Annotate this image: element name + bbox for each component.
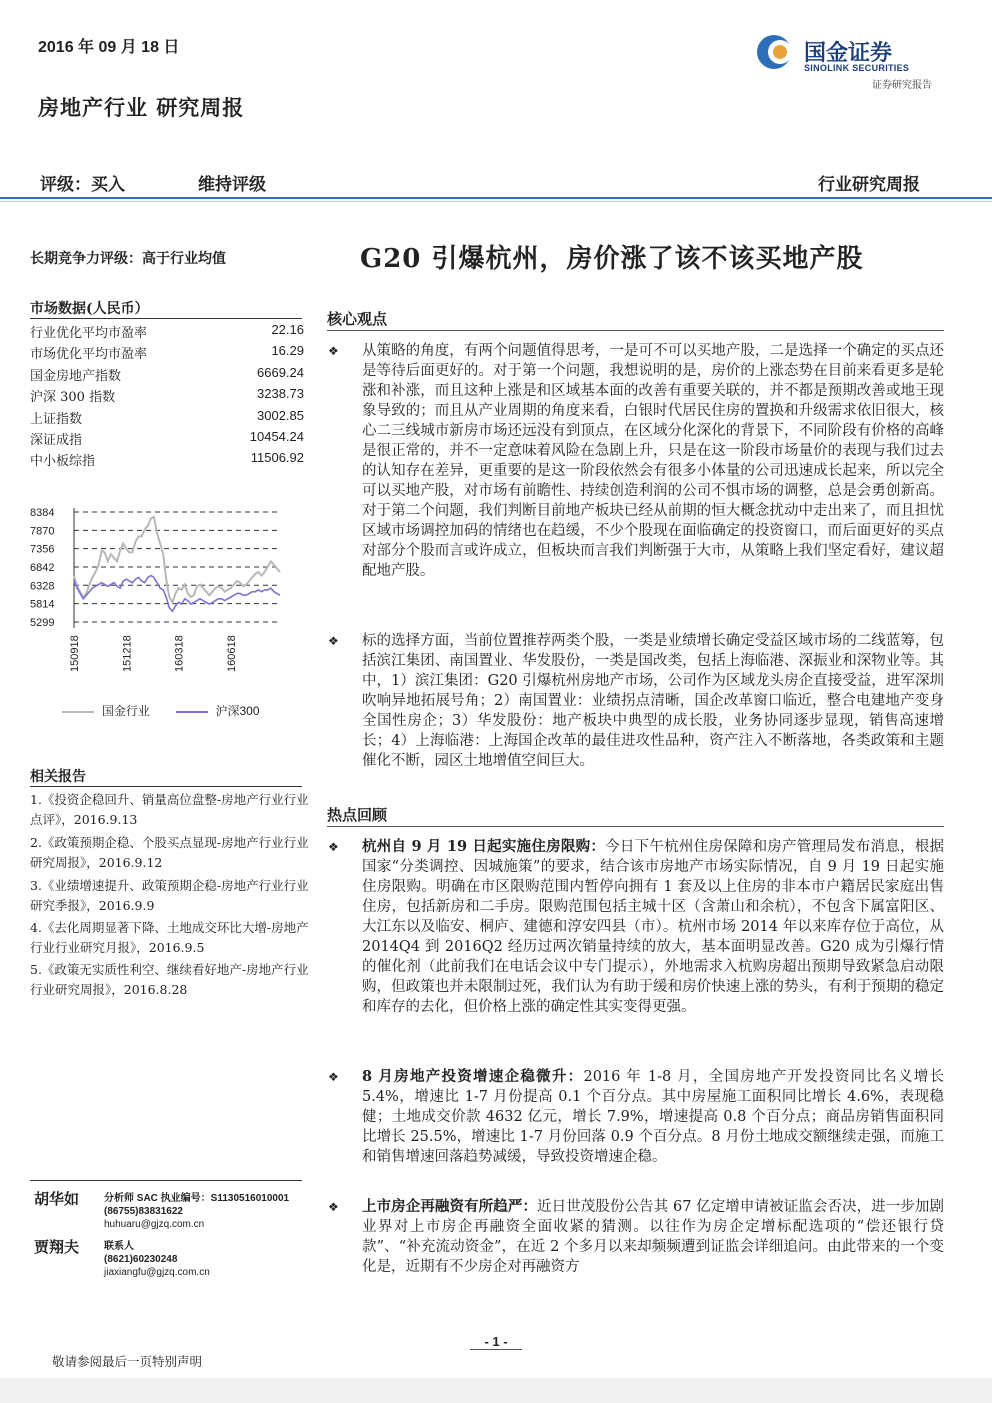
y-tick-label: 6842 bbox=[30, 561, 55, 574]
analyst-name-1: 胡华如 bbox=[34, 1190, 80, 1208]
market-data-value: 3002.85 bbox=[257, 407, 304, 423]
hot-review-divider bbox=[327, 826, 944, 827]
hot-item-3-text: 近日世茂股份公告其 67 亿定增申请被证监会否决，进一步加剧业界对上市房企再融资全面收紧的猜测。以往作为房企定增标配选项的“偿还银行贷款”、“补充流动资金”，在近 2 个多月以来却频频遭到证监会详细追问。由此带来的一个变化是，近期有不少房企对再融资方 bbox=[362, 1199, 945, 1275]
related-report-item[interactable]: 4.《去化周期显著下降、土地成交环比大增-房地产行业行业研究月报》，2016.9.5 bbox=[30, 920, 309, 955]
long-term-rating: 长期竞争力评级：高于行业均值 bbox=[30, 251, 226, 267]
logo-en-text: SINOLINK SECURITIES bbox=[804, 63, 910, 73]
market-data-row bbox=[30, 386, 304, 407]
logo-subtitle: 证券研究报告 bbox=[872, 80, 932, 91]
x-tick-label: 150918 bbox=[69, 635, 81, 672]
bullet-icon: ❖ bbox=[328, 1070, 339, 1084]
market-data-row bbox=[30, 450, 304, 471]
x-tick-label: 160618 bbox=[225, 635, 238, 672]
hot-item-3 bbox=[362, 1197, 944, 1277]
report-category: 房地产行业 研究周报 bbox=[38, 95, 245, 120]
market-data-value: 10454.24 bbox=[249, 429, 304, 444]
hot-item-1 bbox=[362, 837, 944, 1017]
header-divider-thin bbox=[0, 201, 992, 202]
logo-cn-text: 国金证券 bbox=[804, 40, 893, 66]
report-date: 2016 年 09 月 18 日 bbox=[38, 39, 180, 56]
series-line-industry bbox=[74, 517, 280, 603]
market-data-value: 11506.92 bbox=[250, 450, 304, 466]
analyst-phone-2: (8621)60230248 bbox=[104, 1254, 178, 1265]
analyst-email-2[interactable]: jiaxiangfu@gjzq.com.cn bbox=[104, 1267, 210, 1278]
market-data-row bbox=[30, 429, 304, 450]
y-tick-label: 5299 bbox=[30, 617, 55, 629]
related-report-item[interactable]: 5.《政策无实质性利空、继续看好地产-房地产行业行业研究周报》，2016.8.28 bbox=[30, 962, 309, 997]
report-headline: G20 引爆杭州，房价涨了该不该买地产股 bbox=[360, 244, 864, 274]
market-data-label: 沪深 300 指数 bbox=[30, 390, 116, 406]
analyst-divider bbox=[30, 1180, 302, 1181]
market-data-title: 市场数据(人民币） bbox=[30, 301, 149, 317]
market-data-label: 中小板综指 bbox=[30, 454, 96, 470]
y-tick-label: 7356 bbox=[30, 543, 55, 556]
rating-note: 维持评级 bbox=[198, 175, 266, 195]
related-reports-title: 相关报告 bbox=[30, 769, 86, 785]
market-data-label: 行业优化平均市盈率 bbox=[30, 326, 148, 341]
hot-item-3-lead: 上市房企再融资有所趋严： bbox=[362, 1198, 538, 1215]
core-paragraph-1: 从策略的角度，有两个问题值得思考，一是可不可以买地产股，二是选择一个确定的买点还是等待后面更好的。对于第一个问题，我想说明的是，房价的上涨态势在目前来看更多是轮涨和补涨，而且这种上涨是和区域基本面的改善有重要关联的，并不都是预期改善或地王现象导致的；而且从产业周期的角度来看，白银时代居民住房的置换和升级需求依旧很大，核心二三线城市新房市场还远没有到顶点，在区域分化深化的背景下，不同阶段有价格的高峰是很正常的，并不一定意味着风险在急剧上升，只是在这一阶段市场量价的表现与我们过去的认知存在差异，更重要的是这一阶段依然会有很多小体量的公司迅速成长起来，所以完全可以买地产股，对市场有前瞻性、持续创造利润的公司不惧市场的调整，总是会勇创新高。对于第二个问题，我们判断目前地产板块已经从前期的恒大概念扰动中走出来了，而且担忧区域市场调控加码的情绪也在趋缓，不少个股现在面临确定的投资窗口，而后面更好的买点对部分个股而言或许成立，但板块而言我们判断强于大市，从策略上我们坚定看好，建议超配地产股。 bbox=[362, 343, 944, 579]
legend-swatch-industry bbox=[62, 711, 94, 713]
company-logo bbox=[754, 30, 954, 92]
related-report-item[interactable]: 1.《投资企稳回升、销量高位盘整-房地产行业行业点评》，2016.9.13 bbox=[30, 792, 309, 827]
page-number: - 1 - bbox=[484, 1334, 508, 1349]
rating-label: 评级：买入 bbox=[40, 175, 125, 195]
core-paragraph-2: 标的选择方面，当前位置推荐两类个股，一类是业绩增长确定受益区域市场的二线蓝筹，包括滨江集团、南国置业、华发股份，一类是国改类，包括上海临港、深振业和深物业等。其中，1）滨江集团：G20 引爆杭州房地产市场，公司作为区域龙头房企直接受益，进军深圳吹响异地拓展号角；2）南国置业：业绩拐点清晰，国企改革窗口临近，整合电建地产变身全国性房企；3）华发股份：地产板块中典型的成长股，业务协同逐步显现，销售高速增长；4）上海临港：上海国企改革的最佳进攻性品种，资产注入不断落地，各类政策和主题催化不断，园区土地增值空间巨大。 bbox=[362, 633, 944, 769]
market-data-row bbox=[30, 408, 304, 429]
header-divider bbox=[0, 197, 992, 199]
legend-label-hs300: 沪深300 bbox=[215, 704, 260, 718]
market-data-label: 国金房地产指数 bbox=[30, 368, 122, 384]
analyst-phone-1: (86755)83831622 bbox=[104, 1206, 183, 1217]
x-tick-label: 160318 bbox=[173, 635, 186, 672]
bullet-icon: ❖ bbox=[328, 840, 339, 854]
related-report-item[interactable]: 3.《业绩增速提升、政策预期企稳-房地产行业行业研究季报》，2016.9.9 bbox=[30, 878, 309, 913]
hot-item-1-text: 今日下午杭州住房保障和房产管理局发布消息，根据国家“分类调控、因城施策”的要求，结合该市房地产市场实际情况，自 9 月 19 日起实施住房限购。明确在市区限购范围内暂停向拥有 1 套及以上住房的非本市户籍居民家庭出售住房，包括新房和二手房。限购范围包括主城十区（含萧山和余杭），不包含下属富阳区、大江东以及临安、桐庐、建德和淳安四县（市）。杭州市场 2014 年以来库存位于高位，从 2014Q4 到 2016Q2 经历过两次销量持续的放大，基本面明显改善。G20 成为引爆行情的催化剂（此前我们在电话会议中专门提示），外地需求入杭购房超出预期导致紧急启动限购，但政策也并未限制过死，我们认为有助于缓和房价快速上涨的势头，有利于预期的稳定和库存的去化，但价格上涨的确定性其实变得更强。 bbox=[362, 839, 944, 1015]
hot-item-2-lead: 8 月房地产投资增速企稳微升： bbox=[362, 1068, 584, 1085]
market-data-value: 22.16 bbox=[271, 322, 304, 337]
analyst-role-2: 联系人 bbox=[104, 1241, 134, 1252]
x-tick-label: 151218 bbox=[121, 635, 134, 672]
industry-index-chart bbox=[28, 498, 288, 698]
market-data-label: 上证指数 bbox=[30, 411, 83, 427]
market-data-value: 16.29 bbox=[271, 343, 304, 359]
chart-legend bbox=[62, 702, 260, 719]
bullet-icon: ❖ bbox=[328, 1200, 339, 1214]
market-data-value: 3238.73 bbox=[257, 386, 304, 402]
footer-disclaimer: 敬请参阅最后一页特别声明 bbox=[52, 1354, 203, 1369]
analyst-name-2: 贾翔夫 bbox=[34, 1238, 80, 1256]
hot-item-1-lead: 杭州自 9 月 19 日起实施住房限购： bbox=[362, 838, 606, 855]
bullet-icon: ❖ bbox=[328, 634, 339, 648]
analyst-email-1[interactable]: huhuaru@gjzq.com.cn bbox=[104, 1219, 205, 1230]
y-tick-label: 7870 bbox=[30, 525, 55, 538]
core-view-divider bbox=[327, 330, 944, 331]
legend-label-industry: 国金行业 bbox=[101, 704, 150, 718]
bullet-icon: ❖ bbox=[328, 344, 339, 358]
report-type: 行业研究周报 bbox=[818, 175, 920, 195]
hot-review-title: 热点回顾 bbox=[327, 806, 388, 824]
market-data-row bbox=[30, 343, 304, 364]
y-tick-label: 5814 bbox=[30, 598, 55, 611]
core-view-title: 核心观点 bbox=[327, 310, 388, 328]
y-tick-label: 8384 bbox=[30, 507, 55, 519]
market-data-row bbox=[30, 365, 304, 386]
hot-item-2-text: 2016 年 1-8 月，全国房地产开发投资同比名义增长 5.4%，增速比 1-7 月份提高 0.1 个百分点。其中房屋施工面积同比增长 4.6%，表现稳健；土地成交价款 4632 亿元，增长 7.9%，增速提高 0.8 个百分点；商品房销售面积同比增长 25.5%，增速比 1-7 月份回落 0.9 个百分点。8 月份土地成交额继续走强，而施工和销售增速回落趋势减缓，导致投资增速企稳。 bbox=[362, 1069, 945, 1165]
hot-item-2 bbox=[362, 1067, 944, 1167]
y-tick-label: 6328 bbox=[30, 580, 55, 593]
footer-bar bbox=[0, 1378, 992, 1403]
market-data-label: 市场优化平均市盈率 bbox=[30, 347, 148, 363]
legend-swatch-hs300 bbox=[176, 711, 208, 713]
page-num-underline bbox=[470, 1349, 522, 1350]
market-data-value: 6669.24 bbox=[257, 364, 304, 380]
market-data-label: 深证成指 bbox=[30, 433, 83, 448]
market-data-divider bbox=[30, 318, 302, 319]
related-report-item[interactable]: 2.《政策预期企稳、个股买点显现-房地产行业行业研究周报》，2016.9.12 bbox=[30, 835, 309, 870]
market-data-row bbox=[30, 322, 304, 343]
analyst-cert-1: 分析师 SAC 执业编号：S1130516010001 bbox=[104, 1193, 290, 1204]
related-reports-divider bbox=[30, 786, 302, 787]
